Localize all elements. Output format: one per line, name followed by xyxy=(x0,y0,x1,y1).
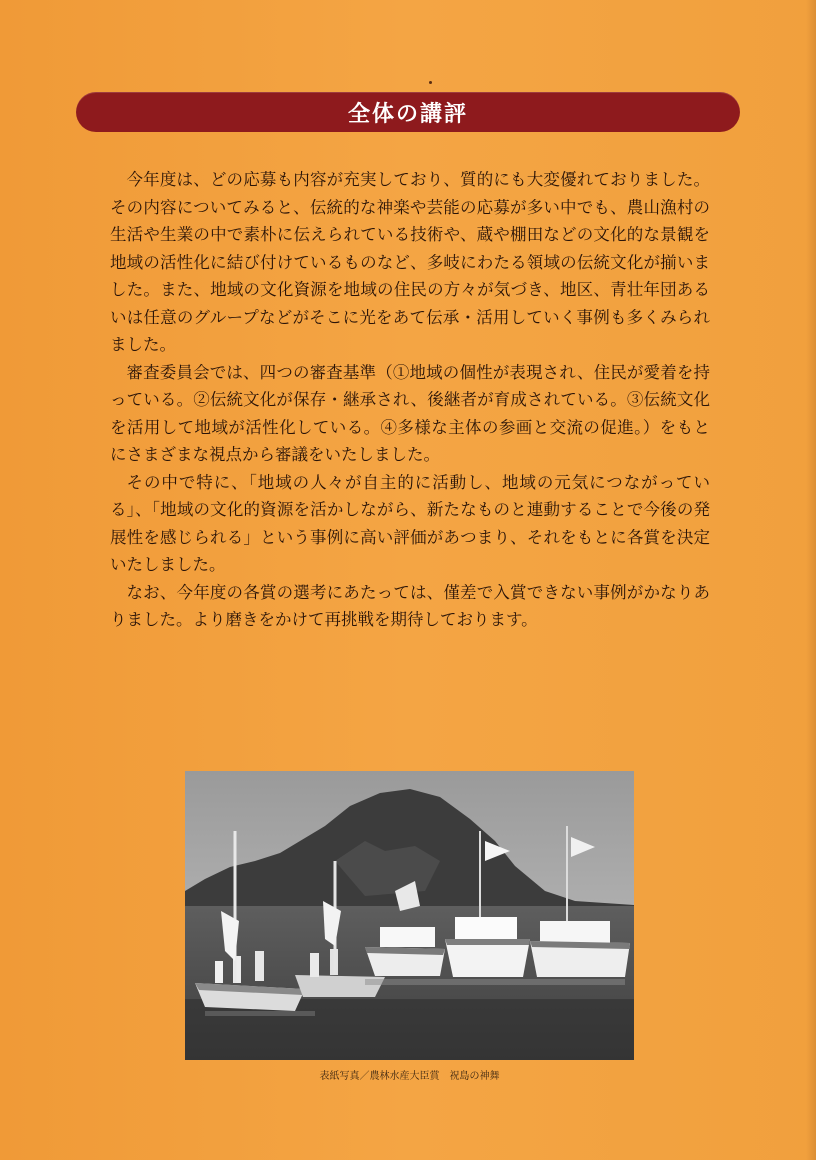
cover-photo xyxy=(185,771,634,1060)
print-dot xyxy=(429,81,432,84)
paragraph-4: なお、今年度の各賞の選考にあたっては、僅差で入賞できない事例がかなりありました。より磨きをかけて再挑戦を期待しております。 xyxy=(110,582,710,629)
section-header-bar xyxy=(76,92,740,132)
photo-caption: 表紙写真／農林水産大臣賞 祝島の神舞 xyxy=(319,1071,500,1082)
paragraph-1: 今年度は、どの応募も内容が充実しており、質的にも大変優れておりました。その内容についてみると、伝統的な神楽や芸能の応募が多い中でも、農山漁村の生活や生業の中で素朴に伝えられている技術や、蔵や棚田などの文化的な景観を地域の活性化に結び付けているものなど、多岐にわたる領域の伝統文化が揃いました。また、地域の文化資源を地域の住民の方々が気づき、地区、青壮年団あるいは任意のグループなどがそこに光をあて伝承・活用していく事例も多くみられました。 xyxy=(110,170,710,354)
paragraph-3: その中で特に、「地域の人々が自主的に活動し、地域の元気につながっている」、「地域の文化的資源を活かしながら、新たなものと連動することで今後の発展性を感じられる」という事例に高い評価があつまり、それをもとに各賞を決定いたしました。 xyxy=(110,472,711,574)
boats-festival-image xyxy=(185,771,634,1060)
page-edge-shadow xyxy=(806,0,816,1160)
review-body xyxy=(110,166,710,634)
paragraph-2: 審査委員会では、四つの審査基準（①地域の個性が表現され、住民が愛着を持っている。②伝統文化が保存・継承され、後継者が育成されている。③伝統文化を活用して地域が活性化している。④多様な主体の参画と交流の促進。）をもとにさまざまな視点から審議をいたしました。 xyxy=(110,362,710,464)
section-title: 全体の講評 xyxy=(347,101,468,127)
